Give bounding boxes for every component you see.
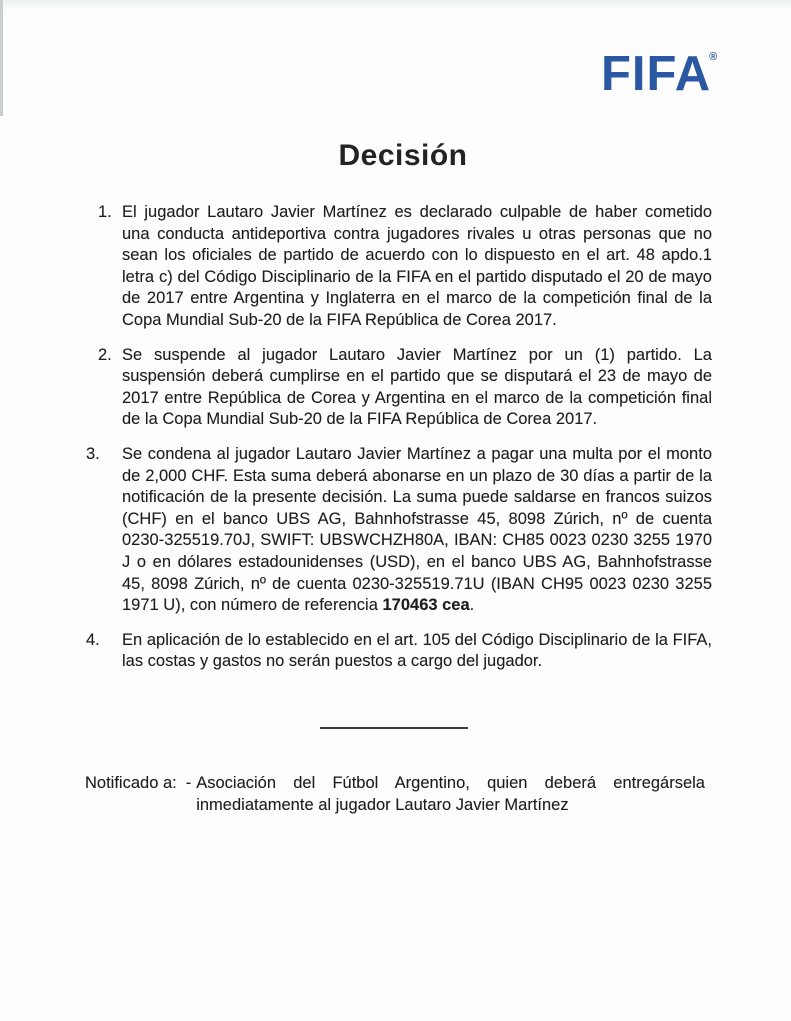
decision-item-1-number: 1. xyxy=(98,203,112,221)
notified-dash: - xyxy=(185,774,192,792)
reference-number: 170463 cea xyxy=(382,596,470,615)
decision-item-2 xyxy=(98,345,712,431)
scan-artifact-top xyxy=(0,0,791,14)
notified-section xyxy=(85,772,705,816)
page-title: Decisión xyxy=(338,139,468,172)
fifa-logo-text: FIFA xyxy=(601,47,712,101)
signature-separator-line xyxy=(320,727,468,729)
notified-label: Notificado a: xyxy=(85,774,177,792)
decision-list xyxy=(86,202,712,673)
decision-item-2-number: 2. xyxy=(98,345,112,364)
decision-item-4 xyxy=(86,630,712,673)
decision-item-1-text: El jugador Lautaro Javier Martínez es declarado culpable de haber cometido una conducta antideportiva contra jugadores rivales u otras personas que no sean los oficiales de partido de acuerdo con lo dispuesto en el art. 48 apdo.1 letra c) del Código Disciplinario de la FIFA en el partido disputado el 20 de mayo de 2017 entre Argentina y Inglaterra en el marco de la competición final de la Copa Mundial Sub-20 de la FIFA República de Corea 2017. xyxy=(122,203,712,329)
decision-item-2-text: Se suspende al jugador Lautaro Javier Martínez por un (1) partido. La suspensión deberá cumplirse en el partido que se disputará el 23 de mayo de 2017 entre República de Corea y Argentina en el marco de la competición final de la Copa Mundial Sub-20 de la FIFA República de Corea 2017. xyxy=(122,345,712,429)
decision-item-3-text: Se condena al jugador Lautaro Javier Martínez a pagar una multa por el monto de 2,000 CHF. Esta suma deberá abonarse en un plazo de 30 días a partir de la notificación de la presente decisión. La suma puede saldarse en francos suizos (CHF) en el banco UBS AG, Bahnhofstrasse 45, 8098 Zúrich, nº de cuenta 0230-325519.70J, SWIFT: UBSWCHZH80A, IBAN: CH85 0023 0230 3255 1970 J o en dólares estadounidenses (USD), en el banco UBS AG, Bahnhofstrasse 45, 8098 Zúrich, nº de cuenta 0230-325519.71U (IBAN CH95 0023 0230 3255 1971 U), con número de referencia xyxy=(122,444,712,615)
fifa-logo xyxy=(601,47,719,101)
notified-text: Asociación del Fútbol Argentino, quien deberá entregársela inmediatamente al jugador Lautaro Javier Martínez xyxy=(196,774,705,814)
decision-item-1 xyxy=(98,202,712,332)
decision-item-3-number: 3. xyxy=(86,444,100,463)
registered-trademark-icon: ® xyxy=(709,51,718,63)
decision-item-3-text-end: . xyxy=(469,596,475,615)
decision-item-4-number: 4. xyxy=(86,630,100,649)
decision-item-4-text: En aplicación de lo establecido en el art. 105 del Código Disciplinario de la FIFA, las costas y gastos no serán puestos a cargo del jugador. xyxy=(122,630,712,671)
decision-item-3 xyxy=(86,444,712,617)
scan-artifact-left-edge xyxy=(0,0,3,116)
